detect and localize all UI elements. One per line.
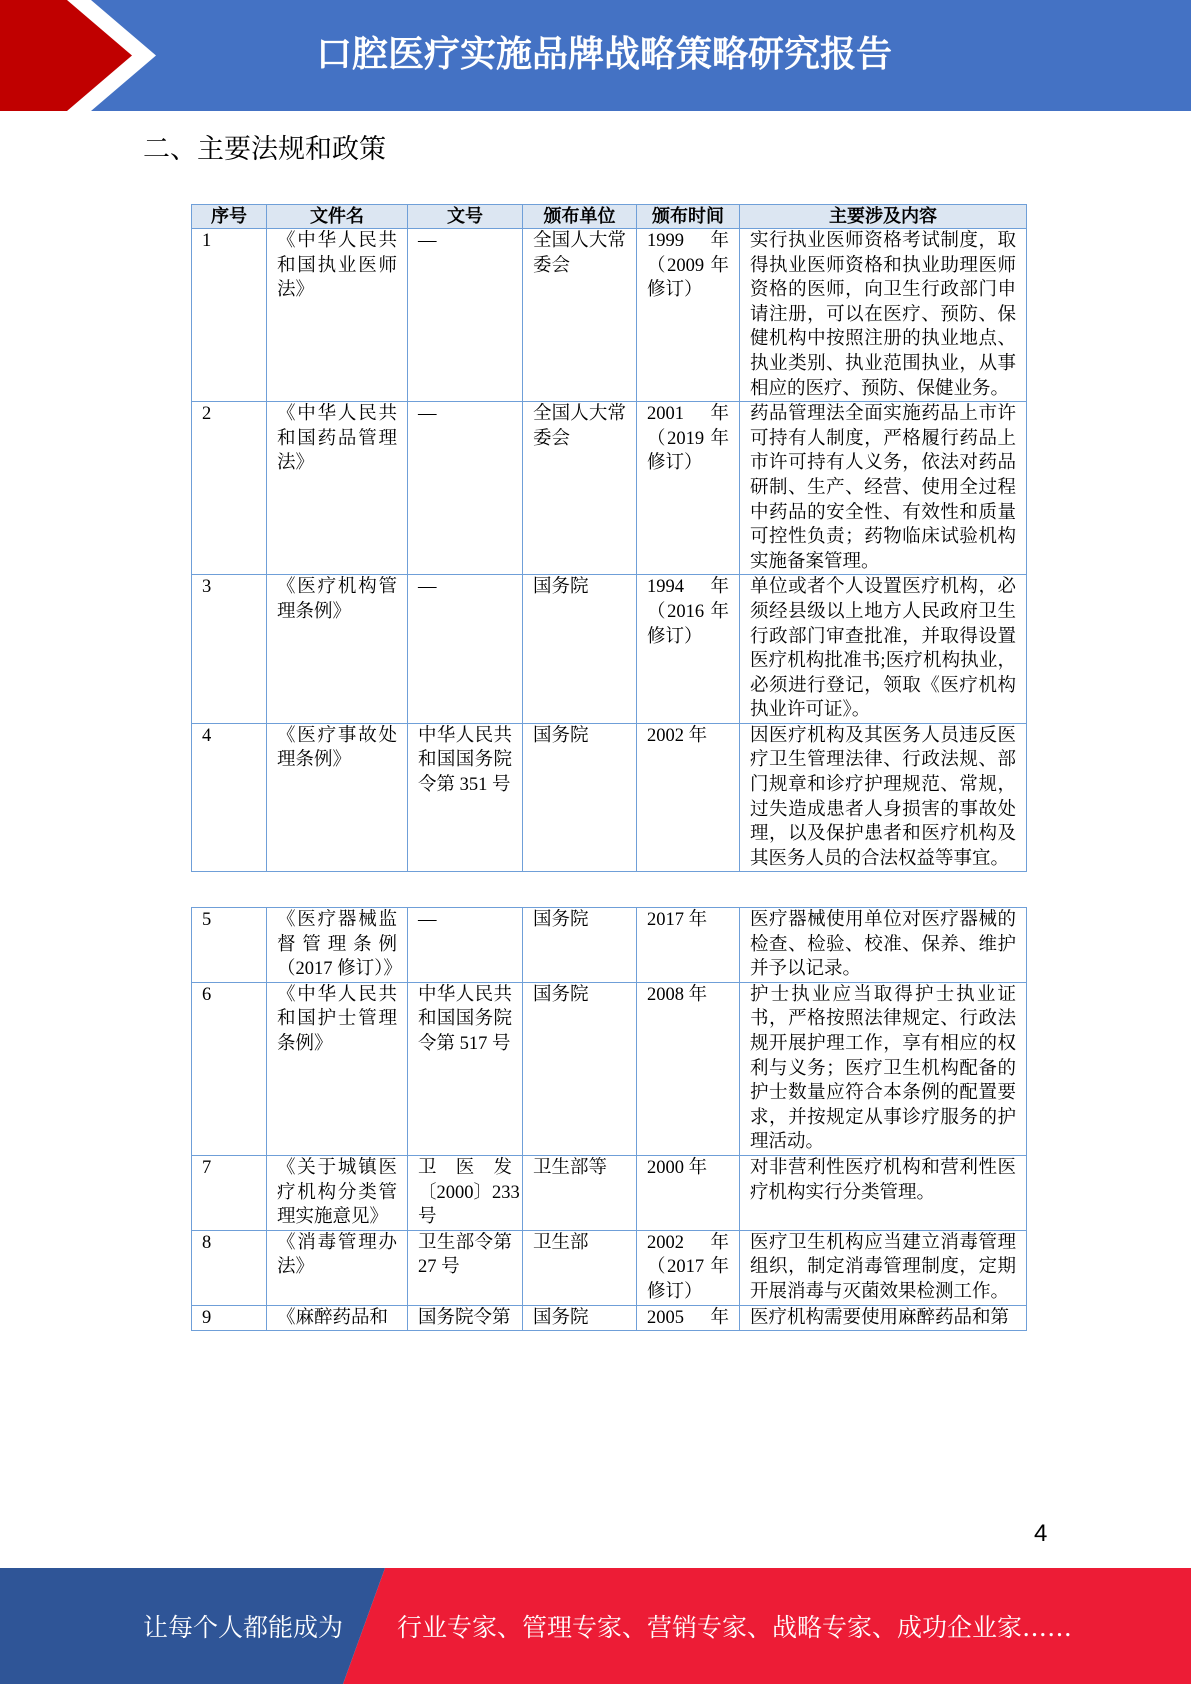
cell-issue-date: [637, 982, 740, 1155]
cell-line: 修订）: [647, 280, 703, 301]
cell-main-content: [740, 1230, 1027, 1305]
cell-line: （2016 年: [647, 601, 729, 622]
cell-line: 6: [202, 984, 212, 1005]
cell-line: （2009 年: [647, 255, 729, 276]
cell-main-content: [740, 908, 1027, 983]
cell-line: 理条例》: [277, 601, 352, 622]
cell-line: 研制、生产、经营、使用全过程: [750, 477, 1016, 498]
cell-line: 和国药品管理: [277, 428, 397, 449]
cell-line: 疗机构实行分类管理。: [750, 1182, 936, 1203]
cell-document-title: [267, 402, 408, 575]
cell-line: 和国执业医师: [277, 255, 397, 276]
cell-line: 令第 517 号: [418, 1033, 511, 1054]
cell-issuing-body: [523, 908, 637, 983]
cell-issuing-body: [523, 1230, 637, 1305]
cell-line: —: [418, 910, 437, 930]
cell-line: 卫生部令第: [418, 1232, 512, 1253]
cell-line: 中华人民共: [418, 984, 512, 1005]
cell-line: 可控性负责；药物临床试验机构: [750, 527, 1016, 548]
cell-document-number: [408, 402, 523, 575]
cell-issuing-body: [523, 402, 637, 575]
cell-line: 并予以记录。: [750, 959, 862, 980]
cell-document-title: [267, 908, 408, 983]
cell-document-title: [267, 229, 408, 402]
cell-line: —: [418, 404, 437, 425]
cell-line: 资格的医师，向卫生行政部门申: [750, 280, 1016, 301]
cell-line: 令第 351 号: [418, 775, 511, 796]
cell-line: 理活动。: [750, 1132, 825, 1153]
cell-line: 2001 年: [647, 404, 729, 425]
cell-line: 《中华人民共: [277, 984, 397, 1005]
cell-line: 2: [202, 404, 212, 425]
cell-line: 相应的医疗、预防、保健业务。: [750, 378, 1010, 399]
cell-line: （2017 修订）》: [277, 959, 402, 980]
cell-document-title: [267, 723, 408, 872]
cell-line: 请注册，可以在医疗、预防、保: [750, 304, 1016, 325]
cell-line: 督管理条例: [277, 934, 397, 955]
column-header-issue-date: 颁布时间: [637, 205, 740, 229]
cell-seq-no: [192, 908, 267, 983]
cell-line: 理实施意见》: [277, 1207, 389, 1228]
cell-line: 27 号: [418, 1257, 460, 1278]
table-header-row: [192, 205, 1027, 229]
cell-issue-date: [637, 575, 740, 724]
cell-main-content: [740, 982, 1027, 1155]
cell-line: 《医疗事故处: [277, 725, 397, 746]
cell-line: 国务院: [533, 910, 589, 930]
cell-document-number: [408, 908, 523, 983]
table-body: [192, 908, 1027, 1331]
cell-line: 疗卫生管理法律、行政法规、部: [750, 750, 1016, 771]
cell-line: 卫医发: [418, 1157, 512, 1178]
cell-seq-no: [192, 1155, 267, 1230]
cell-line: 医疗机构批准书;医疗机构执业，: [750, 651, 1016, 672]
cell-main-content: [740, 575, 1027, 724]
cell-line: 须经县级以上地方人民政府卫生: [750, 601, 1016, 622]
cell-seq-no: [192, 982, 267, 1155]
cell-line: 修订）: [647, 1281, 703, 1302]
cell-line: 修订）: [647, 626, 703, 647]
cell-issuing-body: [523, 575, 637, 724]
cell-line: —: [418, 577, 437, 598]
cell-document-title: [267, 575, 408, 724]
cell-seq-no: [192, 575, 267, 724]
cell-line: 书，严格按照法律规定、行政法: [750, 1009, 1016, 1030]
cell-line: 和国护士管理: [277, 1009, 397, 1030]
cell-line: 实施备案管理。: [750, 551, 880, 572]
cell-line: 5: [202, 910, 212, 930]
cell-line: 《医疗器械监: [277, 910, 397, 930]
cell-line: 执业类别、执业范围执业，从事: [750, 353, 1016, 374]
cell-issue-date: [637, 1305, 740, 1331]
cell-line: 2005 年: [647, 1307, 729, 1328]
section-heading: 二、主要法规和政策: [143, 134, 386, 165]
table-row: [192, 982, 1027, 1155]
footer-lead-text: 让每个人都能成为: [143, 1613, 344, 1642]
report-title: 口腔医疗实施品牌战略策略研究报告: [316, 33, 893, 74]
cell-issuing-body: [523, 723, 637, 872]
cell-issue-date: [637, 1155, 740, 1230]
table-row: [192, 908, 1027, 983]
page-number: 4: [1034, 1520, 1048, 1547]
cell-line: 2008 年: [647, 984, 708, 1005]
cell-line: 全国人大常: [533, 231, 626, 251]
cell-main-content: [740, 723, 1027, 872]
cell-main-content: [740, 402, 1027, 575]
regulations-table-part1: [191, 204, 1027, 872]
column-header-seq-no: 序号: [192, 205, 267, 229]
cell-line: 医疗器械使用单位对医疗器械的: [750, 910, 1016, 930]
cell-document-number: [408, 229, 523, 402]
cell-main-content: [740, 229, 1027, 402]
cell-document-title: [267, 1230, 408, 1305]
footer-tagline-text: 行业专家、管理专家、营销专家、战略专家、成功企业家……: [397, 1613, 1073, 1642]
cell-line: 门规章和诊疗护理规范、常规，: [750, 775, 1016, 796]
cell-line: 卫生部: [533, 1232, 589, 1253]
cell-document-number: [408, 575, 523, 724]
cell-line: 和国国务院: [418, 750, 512, 771]
cell-line: 医疗机构需要使用麻醉药品和第: [750, 1307, 1010, 1328]
cell-main-content: [740, 1155, 1027, 1230]
cell-seq-no: [192, 1230, 267, 1305]
cell-document-title: [267, 982, 408, 1155]
cell-line: 其医务人员的合法权益等事宜。: [750, 848, 1010, 869]
table-row: [192, 229, 1027, 402]
cell-line: 委会: [533, 428, 571, 449]
cell-line: 药品管理法全面实施药品上市许: [750, 404, 1016, 425]
cell-line: 单位或者个人设置医疗机构，必: [750, 577, 1016, 598]
cell-line: 行政部门审查批准，并取得设置: [750, 626, 1016, 647]
cell-document-number: [408, 1155, 523, 1230]
cell-line: 法》: [277, 1257, 315, 1278]
cell-line: 《关于城镇医: [277, 1157, 397, 1178]
cell-line: 医疗卫生机构应当建立消毒管理: [750, 1232, 1016, 1253]
table-row: [192, 1155, 1027, 1230]
cell-document-number: [408, 982, 523, 1155]
cell-document-title: [267, 1305, 408, 1331]
cell-line: 委会: [533, 255, 571, 276]
cell-line: 开展消毒与灭菌效果检测工作。: [750, 1281, 1010, 1302]
cell-line: 法》: [277, 280, 315, 301]
cell-line: 检查、检验、校准、保养、维护: [750, 934, 1016, 955]
cell-line: 国务院: [533, 725, 589, 746]
cell-line: 条例》: [277, 1033, 333, 1054]
cell-line: 2002 年: [647, 1232, 729, 1253]
table-body: [192, 229, 1027, 872]
cell-line: 1994 年: [647, 577, 729, 598]
cell-document-number: [408, 1230, 523, 1305]
cell-line: 市许可持有人义务，依法对药品: [750, 453, 1016, 474]
cell-seq-no: [192, 402, 267, 575]
column-header-issuing-body: 颁布单位: [523, 205, 637, 229]
cell-line: 2002 年: [647, 725, 708, 746]
cell-line: 国务院令第: [418, 1307, 511, 1328]
cell-line: 3: [202, 577, 212, 598]
cell-line: 实行执业医师资格考试制度，取: [750, 231, 1016, 251]
cell-line: 疗机构分类管: [277, 1182, 397, 1203]
cell-line: 中华人民共: [418, 725, 512, 746]
table-row: [192, 402, 1027, 575]
cell-issue-date: [637, 1230, 740, 1305]
cell-seq-no: [192, 723, 267, 872]
cell-line: 利与义务；医疗卫生机构配备的: [750, 1058, 1016, 1079]
cell-line: 可持有人制度，严格履行药品上: [750, 428, 1016, 449]
cell-issue-date: [637, 723, 740, 872]
cell-line: 7: [202, 1157, 212, 1178]
cell-line: 4: [202, 725, 212, 746]
cell-line: 国务院: [533, 577, 589, 598]
cell-line: 全国人大常: [533, 404, 626, 425]
column-header-document-title: 文件名: [267, 205, 408, 229]
cell-issuing-body: [523, 982, 637, 1155]
cell-document-number: [408, 1305, 523, 1331]
cell-line: 号: [418, 1207, 437, 1228]
cell-document-title: [267, 1155, 408, 1230]
cell-seq-no: [192, 1305, 267, 1331]
cell-line: 理，以及保护患者和医疗机构及: [750, 824, 1016, 845]
cell-line: 过失造成患者人身损害的事故处: [750, 799, 1016, 820]
cell-line: 组织，制定消毒管理制度，定期: [750, 1257, 1016, 1278]
cell-issuing-body: [523, 1155, 637, 1230]
cell-line: 健机构中按照注册的执业地点、: [750, 329, 1016, 350]
cell-issue-date: [637, 402, 740, 575]
table-row: [192, 1305, 1027, 1331]
cell-line: 《麻醉药品和: [277, 1307, 389, 1328]
cell-line: 因医疗机构及其医务人员违反医: [750, 725, 1016, 746]
cell-line: 〔2000〕233: [418, 1182, 520, 1203]
footer-banner: [0, 1568, 1191, 1684]
cell-line: 护士数量应符合本条例的配置要: [750, 1083, 1016, 1104]
cell-line: 国务院: [533, 984, 589, 1005]
cell-issue-date: [637, 908, 740, 983]
cell-line: 和国国务院: [418, 1009, 512, 1030]
cell-line: 得执业医师资格和执业助理医师: [750, 255, 1016, 276]
regulations-table-part2: [191, 907, 1027, 1331]
table-row: [192, 1230, 1027, 1305]
cell-line: 8: [202, 1232, 212, 1253]
header-banner: [0, 0, 1191, 111]
cell-line: 必须进行登记，领取《医疗机构: [750, 675, 1016, 696]
cell-line: 卫生部等: [533, 1157, 608, 1178]
cell-line: 中药品的安全性、有效性和质量: [750, 502, 1016, 523]
cell-line: 修订）: [647, 453, 703, 474]
cell-line: 执业许可证》。: [750, 700, 871, 721]
column-header-main-content: 主要涉及内容: [740, 205, 1027, 229]
cell-line: （2017 年: [647, 1257, 729, 1278]
cell-line: 理条例》: [277, 750, 352, 771]
cell-issuing-body: [523, 229, 637, 402]
cell-line: 法》: [277, 453, 315, 474]
cell-issue-date: [637, 229, 740, 402]
cell-main-content: [740, 1305, 1027, 1331]
cell-line: （2019 年: [647, 428, 729, 449]
cell-seq-no: [192, 229, 267, 402]
cell-line: 《消毒管理办: [277, 1232, 397, 1253]
cell-document-number: [408, 723, 523, 872]
cell-line: 9: [202, 1307, 212, 1328]
cell-line: 求，并按规定从事诊疗服务的护: [750, 1107, 1016, 1128]
table-row: [192, 575, 1027, 724]
cell-line: 1: [202, 231, 212, 251]
cell-line: 《中华人民共: [277, 404, 397, 425]
cell-line: 1999 年: [647, 231, 729, 251]
column-header-document-number: 文号: [408, 205, 523, 229]
cell-line: 护士执业应当取得护士执业证: [750, 984, 1016, 1005]
cell-line: 2017 年: [647, 910, 708, 930]
cell-line: —: [418, 231, 437, 251]
cell-line: 对非营利性医疗机构和营利性医: [750, 1157, 1016, 1178]
cell-line: 《中华人民共: [277, 231, 397, 251]
cell-line: 《医疗机构管: [277, 577, 397, 598]
cell-line: 2000 年: [647, 1157, 708, 1178]
cell-issuing-body: [523, 1305, 637, 1331]
cell-line: 规开展护理工作，享有相应的权: [750, 1033, 1016, 1054]
table-row: [192, 723, 1027, 872]
cell-line: 国务院: [533, 1307, 589, 1328]
